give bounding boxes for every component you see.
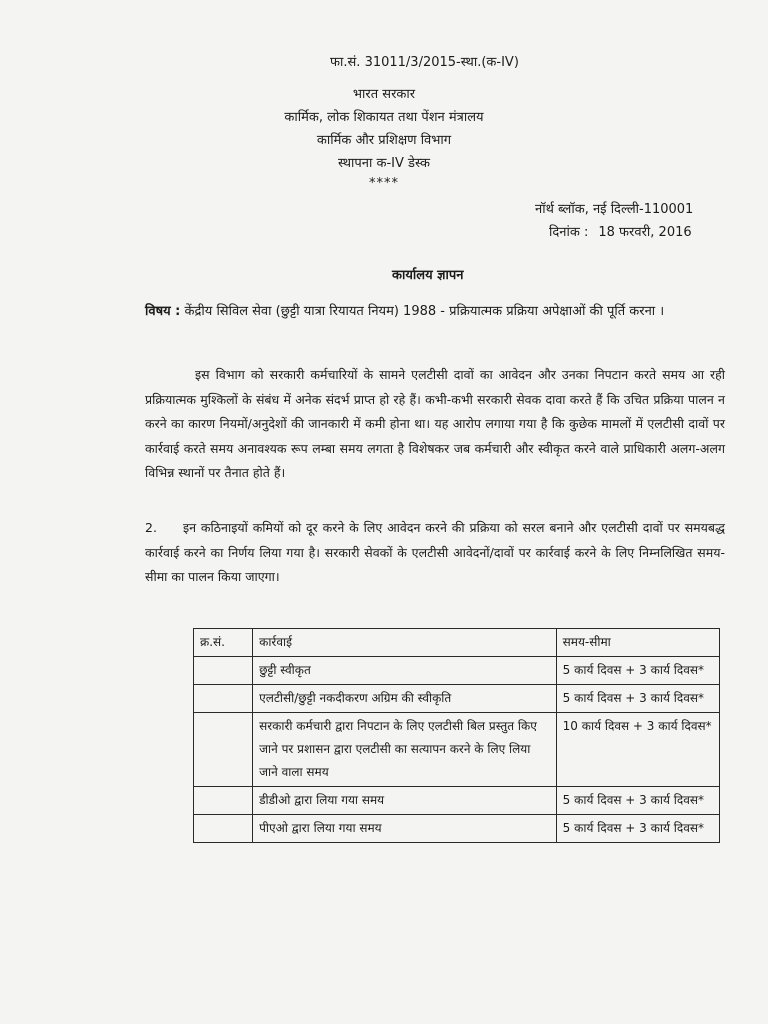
date-line <box>549 222 692 240</box>
department-name: कार्मिक और प्रशिक्षण विभाग <box>316 133 452 148</box>
table-row <box>194 657 720 685</box>
cell-action: पीएओ द्वारा लिया गया समय <box>253 815 557 843</box>
ministry-name: कार्मिक, लोक शिकायत तथा पेंशन मंत्रालय <box>284 110 484 125</box>
table-row <box>194 713 720 787</box>
subject-text: केंद्रीय सिविल सेवा (छुट्टी यात्रा रियायत नियम) 1988 - प्रक्रियात्मक प्रक्रिया अपेक्षाओं की पूर्ति करना । <box>184 304 665 319</box>
separator-stars: **** <box>369 176 399 191</box>
cell-sno <box>194 787 253 815</box>
cell-sno <box>194 815 253 843</box>
cell-sno <box>194 657 253 685</box>
paragraph-2 <box>145 516 725 590</box>
cell-action: डीडीओ द्वारा लिया गया समय <box>253 787 557 815</box>
cell-time: 5 कार्य दिवस + 3 कार्य दिवस* <box>556 787 719 815</box>
paragraph-2-text: इन कठिनाइयों कमियों को दूर करने के लिए आवेदन करने की प्रक्रिया को सरल बनाने और एलटीसी दावों पर समयबद्ध कार्रवाई करने का निर्णय लिया गया है। सरकारी सेवकों के एलटीसी आवेदनों/दावों पर कार्रवाई करने के लिए निम्नलिखित समय-सीमा का पालन किया जाएगा। <box>145 520 725 584</box>
table-row <box>194 787 720 815</box>
date-value: 18 फरवरी, 2016 <box>598 225 692 240</box>
cell-time: 5 कार्य दिवस + 3 कार्य दिवस* <box>556 815 719 843</box>
file-number: फा.सं. 31011/3/2015-स्था.(क-IV) <box>330 55 519 70</box>
cell-action: छुट्टी स्वीकृत <box>253 657 557 685</box>
cell-sno <box>194 685 253 713</box>
cell-action: सरकारी कर्मचारी द्वारा निपटान के लिए एलटीसी बिल प्रस्तुत किए जाने पर प्रशासन द्वारा एलटीसी का सत्यापन करने के लिए लिया जाने वाला समय <box>253 713 557 787</box>
cell-sno <box>194 713 253 787</box>
column-header-time: समय-सीमा <box>556 629 719 657</box>
timeline-table <box>193 628 720 843</box>
table-row <box>194 815 720 843</box>
memo-title: कार्यालय ज्ञापन <box>392 268 464 283</box>
government-name: भारत सरकार <box>352 87 416 102</box>
cell-action: एलटीसी/छुट्टी नकदीकरण अग्रिम की स्वीकृति <box>253 685 557 713</box>
cell-time: 10 कार्य दिवस + 3 कार्य दिवस* <box>556 713 719 787</box>
cell-time: 5 कार्य दिवस + 3 कार्य दिवस* <box>556 685 719 713</box>
desk-name: स्थापना क-IV डेस्क <box>337 156 431 171</box>
office-address: नॉर्थ ब्लॉक, नई दिल्ली-110001 <box>535 202 694 217</box>
date-label: दिनांक : <box>549 225 589 240</box>
subject-block <box>145 300 725 324</box>
table-header-row <box>194 629 720 657</box>
column-header-action: कार्रवाई <box>253 629 557 657</box>
paragraph-1: इस विभाग को सरकारी कर्मचारियों के सामने एलटीसी दावों का आवेदन और उनका निपटान करते समय आ रही प्रक्रियात्मक मुश्किलों के संबंध में अनेक संदर्भ प्राप्त हो रहे हैं। कभी-कभी सरकारी सेवक दावा करते हैं कि उचित प्रक्रिया पालन न करने का कारण नियमों/अनुदेशों की जानकारी में कमी होना था। यह आरोप लगाया गया है कि कुछेक मामलों में एलटीसी दावों पर कार्रवाई करते समय अनावश्यक रूप लम्बा समय लगता है विशेषकर जब कर्मचारी और स्वीकृत करने वाले प्राधिकारी अलग-अलग विभिन्न स्थानों पर तैनात होते हैं। <box>145 367 725 480</box>
cell-time: 5 कार्य दिवस + 3 कार्य दिवस* <box>556 657 719 685</box>
subject-label: विषय : <box>145 304 181 319</box>
paragraph-number: 2. <box>145 520 157 535</box>
column-header-sno: क्र.सं. <box>194 629 253 657</box>
table-row <box>194 685 720 713</box>
